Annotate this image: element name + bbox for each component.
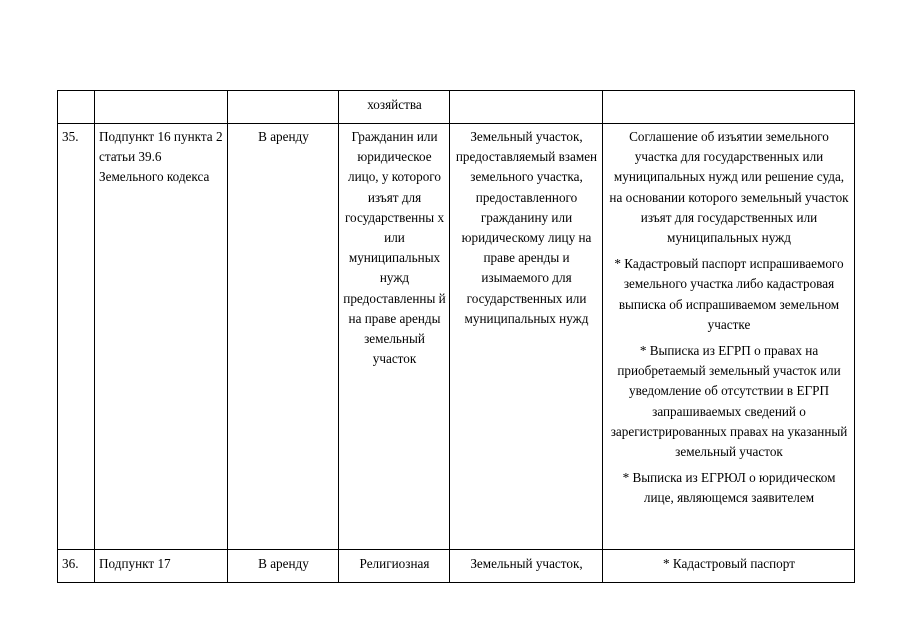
land-plot-cell <box>450 91 603 124</box>
basis-cell: Подпункт 16 пункта 2 статьи 39.6 Земельного кодекса <box>95 124 228 550</box>
row-number-cell: 35. <box>58 124 95 550</box>
row-number-cell: 36. <box>58 550 95 583</box>
basis-cell <box>95 91 228 124</box>
document-item: * Выписка из ЕГРП о правах на приобретаемый земельный участок или уведомление об отсутствии в ЕГРП запрашиваемых сведений о зарегистрированных правах на указанный земельный участок <box>610 343 848 460</box>
land-provision-table <box>57 90 855 583</box>
basis-cell: Подпункт 17 <box>95 550 228 583</box>
right-type-cell: В аренду <box>228 124 339 550</box>
row-number-cell <box>58 91 95 124</box>
documents-cell <box>603 124 855 550</box>
right-type-cell <box>228 91 339 124</box>
table-row-continuation <box>58 91 855 124</box>
document-item: * Кадастровый паспорт <box>663 556 795 571</box>
applicant-cell: Гражданин или юридическое лицо, у которого изъят для государственны х или муниципальных нужд предоставленны й на праве аренды земельный участок <box>339 124 450 550</box>
documents-cell <box>603 550 855 583</box>
land-plot-cell: Земельный участок, <box>450 550 603 583</box>
table-row <box>58 550 855 583</box>
document-item: * Выписка из ЕГРЮЛ о юридическом лице, являющемся заявителем <box>622 470 836 506</box>
land-plot-cell: Земельный участок, предоставляемый взамен земельного участка, предоставленного гражданину или юридическому лицу на праве аренды и изымаемого для государственных или муниципальных нужд <box>450 124 603 550</box>
document-item: Соглашение об изъятии земельного участка для государственных или муниципальных нужд или решение суда, на основании которого земельный участок изъят для государственных или муниципальных нужд <box>609 129 849 246</box>
table-row <box>58 124 855 550</box>
applicant-cell: хозяйства <box>339 91 450 124</box>
applicant-cell: Религиозная <box>339 550 450 583</box>
right-type-cell: В аренду <box>228 550 339 583</box>
document-item: * Кадастровый паспорт испрашиваемого земельного участка либо кадастровая выписка об испрашиваемом земельном участке <box>614 256 844 332</box>
documents-cell <box>603 91 855 124</box>
